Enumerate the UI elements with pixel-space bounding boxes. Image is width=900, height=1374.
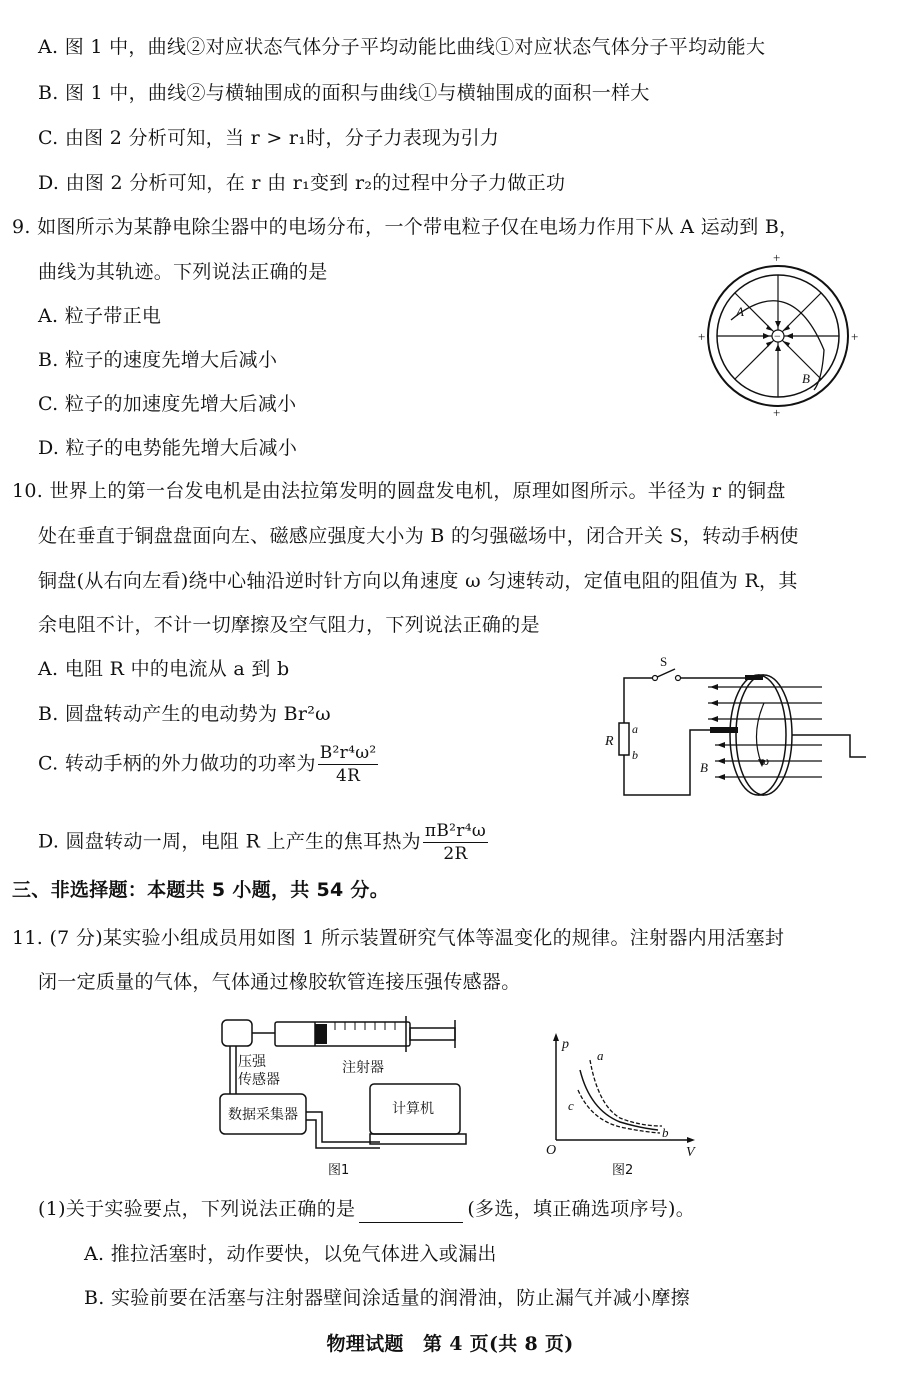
q10-disk-generator-diagram [600, 655, 870, 805]
q9-option-c: C. 粒子的加速度先增大后减小 [38, 393, 297, 415]
q11-figure-2-pv-graph [540, 1030, 710, 1180]
q11-sub1-question [38, 1195, 695, 1223]
section-3-heading: 三、非选择题：本题共 5 小题，共 54 分。 [12, 879, 390, 901]
q9-label-a: A [736, 304, 744, 319]
q9-plus-left: + [698, 329, 706, 344]
q9-plus-right: + [851, 329, 859, 344]
q10-stem-line1: 10. 世界上的第一台发电机是由法拉第发明的圆盘发电机，原理如图所示。半径为 r 的铜盘 [12, 480, 786, 502]
q11-sub1-option-b: B. 实验前要在活塞与注射器壁间涂适量的润滑油，防止漏气并减小摩擦 [84, 1287, 690, 1309]
q10-option-d-fraction [423, 820, 488, 865]
q11-figure-1-apparatus [210, 1012, 470, 1182]
q10-stem-line4: 余电阻不计，不计一切摩擦及空气阻力，下列说法正确的是 [38, 614, 540, 636]
q10-option-d-numerator: πB²r⁴ω [424, 821, 487, 841]
page-footer: 物理试题 第 4 页(共 8 页) [326, 1333, 574, 1355]
q10-resistor-label: R [605, 734, 614, 749]
q11-curve-b-label: b [662, 1125, 669, 1140]
q9-plus-top: + [773, 250, 781, 265]
q11-sub1-suffix: (多选，填正确选项序号)。 [467, 1198, 696, 1220]
q11-graph-origin: O [546, 1143, 557, 1158]
q10-switch-label: S [660, 655, 668, 669]
q11-stem-line1: 11. (7 分)某实验小组成员用如图 1 所示装置研究气体等温变化的规律。注射器内用活塞封 [12, 927, 785, 949]
q10-option-d-text: D. 圆盘转动一周，电阻 R 上产生的焦耳热为 [38, 830, 421, 853]
q10-stem-line3: 铜盘(从右向左看)绕中心轴沿逆时针方向以角速度 ω 匀速转动，定值电阻的阻值为 R，其 [38, 570, 798, 592]
q10-option-c-fraction [318, 742, 379, 787]
q9-field-diagram [696, 250, 864, 420]
prev-option-c: C. 由图 2 分析可知，当 r > r₁时，分子力表现为引力 [38, 127, 500, 149]
q10-option-a: A. 电阻 R 中的电流从 a 到 b [38, 658, 290, 680]
q9-stem-line2: 曲线为其轨迹。下列说法正确的是 [38, 261, 328, 283]
prev-option-b: B. 图 1 中，曲线②与横轴围成的面积与曲线①与横轴围成的面积一样大 [38, 82, 650, 104]
q10-option-c [38, 742, 378, 787]
q11-computer-label: 计算机 [392, 1101, 434, 1117]
q11-sub1-answer-blank[interactable] [359, 1202, 463, 1223]
q9-plus-bottom: + [773, 405, 781, 420]
q10-stem-line2: 处在垂直于铜盘盘面向左、磁感应强度大小为 B 的匀强磁场中，闭合开关 S，转动手柄使 [38, 525, 799, 547]
q10-option-c-numerator: B²r⁴ω² [319, 743, 377, 763]
q11-figure-2-caption: 图2 [612, 1163, 634, 1178]
q9-option-b: B. 粒子的速度先增大后减小 [38, 349, 278, 371]
q10-option-c-denominator: 4R [336, 766, 361, 786]
q9-center-minus: − [774, 329, 781, 343]
q10-field-label: B [700, 760, 708, 775]
q10-option-c-text: C. 转动手柄的外力做功的功率为 [38, 752, 316, 775]
q11-sub1-option-a: A. 推拉活塞时，动作要快，以免气体进入或漏出 [84, 1243, 497, 1265]
q10-terminal-b: b [632, 748, 638, 762]
q11-sub1-prefix: (1)关于实验要点，下列说法正确的是 [38, 1198, 356, 1220]
q11-sensor-label-line1: 压强 [238, 1054, 266, 1070]
q11-syringe-label: 注射器 [342, 1060, 384, 1076]
q10-omega-label: ω [760, 753, 770, 768]
q9-stem-line1: 9. 如图所示为某静电除尘器中的电场分布，一个带电粒子仅在电场力作用下从 A 运动到 B， [12, 216, 799, 238]
q11-curve-a-label: a [597, 1048, 604, 1063]
prev-option-d: D. 由图 2 分析可知，在 r 由 r₁变到 r₂的过程中分子力做正功 [38, 172, 566, 194]
q9-label-b: B [802, 371, 810, 386]
q9-option-a: A. 粒子带正电 [38, 305, 162, 327]
q11-curve-c-label: c [568, 1098, 574, 1113]
q11-figure-1-caption: 图1 [328, 1163, 350, 1178]
q11-stem-line2: 闭一定质量的气体，气体通过橡胶软管连接压强传感器。 [38, 971, 521, 993]
q10-option-d-denominator: 2R [443, 844, 468, 864]
q11-graph-axis-v: V [686, 1145, 695, 1160]
q10-terminal-a: a [632, 722, 638, 736]
q11-sensor-label-line2: 传感器 [238, 1072, 280, 1088]
q11-collector-label: 数据采集器 [228, 1107, 298, 1123]
q10-option-d [38, 820, 488, 865]
q9-option-d: D. 粒子的电势能先增大后减小 [38, 437, 298, 459]
q10-option-b: B. 圆盘转动产生的电动势为 Br²ω [38, 703, 331, 725]
q11-graph-axis-p: p [562, 1037, 569, 1052]
prev-option-a: A. 图 1 中，曲线②对应状态气体分子平均动能比曲线①对应状态气体分子平均动能大 [38, 36, 766, 58]
